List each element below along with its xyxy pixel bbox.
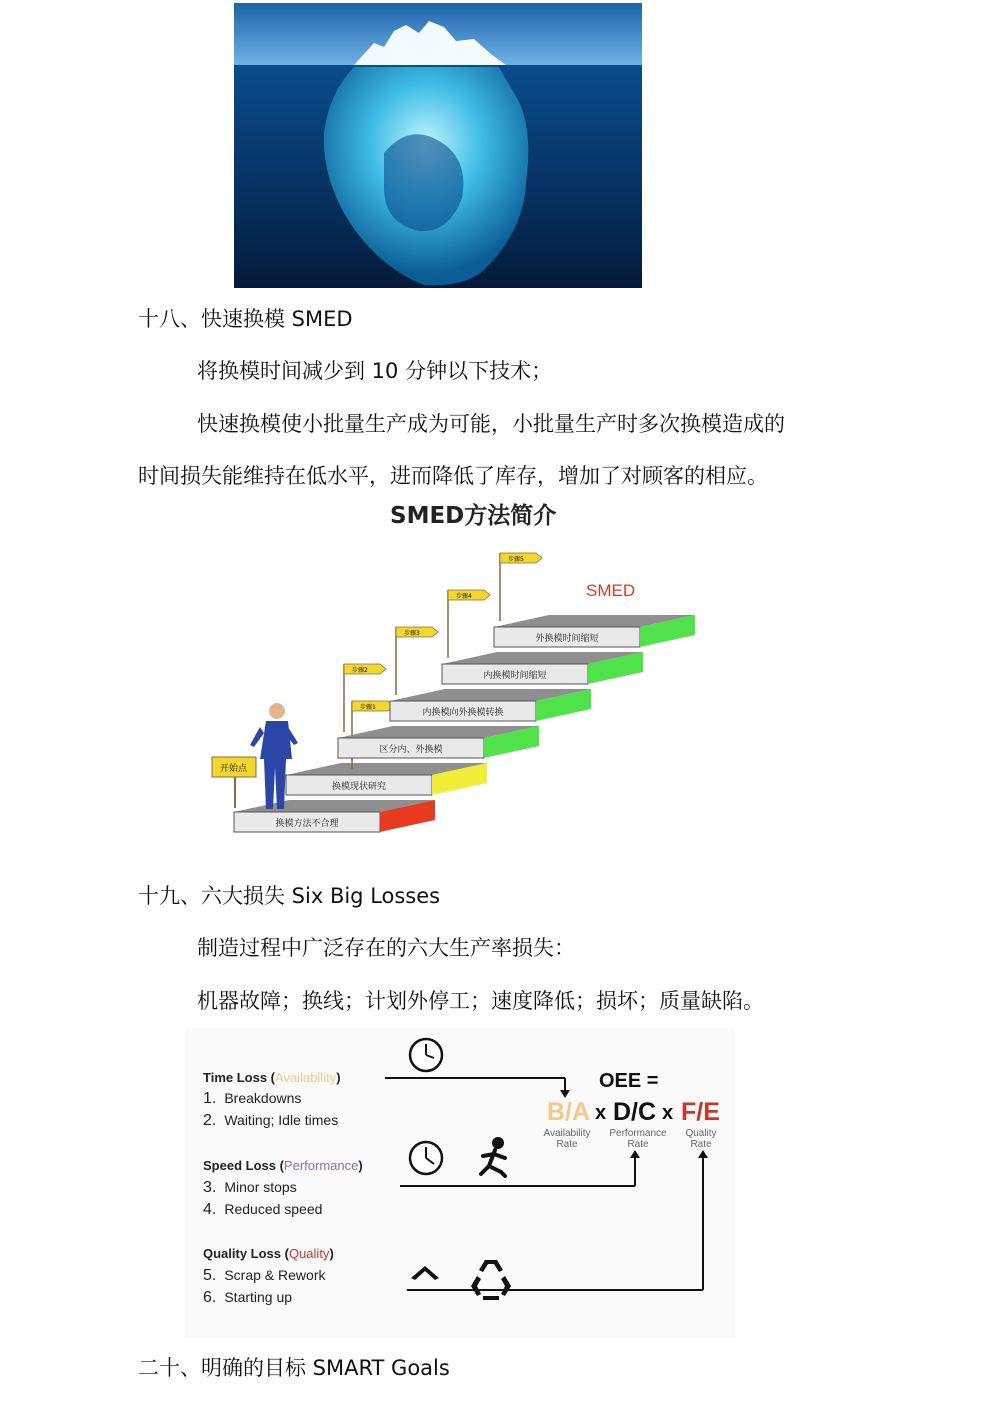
rate-label-performance: Performance Rate xyxy=(609,1128,667,1150)
smed-step-label: 内换模时间缩短 xyxy=(483,671,547,681)
section-19-para1: 制造过程中广泛存在的六大生产率损失： xyxy=(197,936,575,960)
oee-term-availability: B/A xyxy=(547,1098,591,1126)
smed-step-label: 换模现状研究 xyxy=(331,782,387,792)
step-flag-label: 步骤1 xyxy=(360,704,376,711)
recycle-icon xyxy=(471,1260,511,1300)
section-18-para1: 将换模时间减少到 10 分钟以下技术； xyxy=(197,359,553,383)
smed-diagram-title: SMED方法简介 xyxy=(390,503,557,529)
loss-item-minor-stops: 3. Minor stops xyxy=(203,1179,297,1196)
step-flag-label: 步骤4 xyxy=(456,593,472,600)
oee-operator-2: x xyxy=(662,1102,674,1124)
clock-icon xyxy=(410,1142,442,1174)
loss-item-scrap-rework: 5. Scrap & Rework xyxy=(203,1267,326,1284)
smed-step xyxy=(286,763,487,795)
rate-label-availability: Availability Rate xyxy=(543,1128,591,1150)
section-18-para2-line1: 快速换模使小批量生产成为可能，小批量生产时多次换模造成的 xyxy=(197,412,785,436)
start-flag-label: 开始点 xyxy=(220,764,248,774)
step-flag-label: 步骤2 xyxy=(352,667,368,674)
smed-step xyxy=(494,615,695,647)
smed-step xyxy=(442,652,643,684)
clock-icon xyxy=(410,1039,442,1071)
iceberg-image xyxy=(234,3,642,288)
section-18-title: 十八、快速换模 SMED xyxy=(138,307,353,331)
oee-operator-1: x xyxy=(595,1102,607,1124)
smed-step-label: 换模方法不合理 xyxy=(275,819,339,829)
oee-term-performance: D/C xyxy=(613,1098,657,1126)
smed-step xyxy=(234,800,435,832)
broken-part-icon xyxy=(411,1266,439,1280)
smed-diagram xyxy=(200,495,800,840)
step-flag-label: 步骤3 xyxy=(404,630,420,637)
smed-step-label: 外换模时间缩短 xyxy=(535,634,599,644)
smed-step-label: 内换模向外换模转换 xyxy=(422,708,504,718)
loss-item-reduced-speed: 4. Reduced speed xyxy=(203,1201,323,1218)
section-19-para2: 机器故障；换线；计划外停工；速度降低；损坏；质量缺陷。 xyxy=(197,989,764,1013)
section-20-title: 二十、明确的目标 SMART Goals xyxy=(138,1356,450,1380)
section-18-para2-line2: 时间损失能维持在低水平，进而降低了库存，增加了对顾客的相应。 xyxy=(138,464,768,488)
smed-step xyxy=(390,689,591,721)
rate-label-quality: Quality Rate xyxy=(685,1128,717,1150)
smed-step xyxy=(338,726,539,758)
loss-item-breakdowns: 1. Breakdowns xyxy=(203,1090,302,1107)
time-loss-heading: Time Loss (Availability) xyxy=(203,1070,341,1085)
loss-item-starting-up: 6. Starting up xyxy=(203,1289,293,1306)
quality-loss-heading: Quality Loss (Quality) xyxy=(203,1246,334,1261)
section-19-title: 十九、六大损失 Six Big Losses xyxy=(138,884,441,908)
runner-icon xyxy=(481,1139,505,1176)
speed-loss-heading: Speed Loss (Performance) xyxy=(203,1158,363,1173)
smed-brand-label: SMED xyxy=(586,581,636,600)
step-flag-label: 步骤5 xyxy=(508,556,524,563)
oee-diagram xyxy=(185,1028,735,1338)
loss-item-waiting: 2. Waiting; Idle times xyxy=(203,1112,339,1129)
smed-step-label: 区分内、外换模 xyxy=(379,745,443,755)
oee-term-quality: F/E xyxy=(681,1098,720,1126)
oee-formula-title: OEE = xyxy=(599,1070,659,1092)
